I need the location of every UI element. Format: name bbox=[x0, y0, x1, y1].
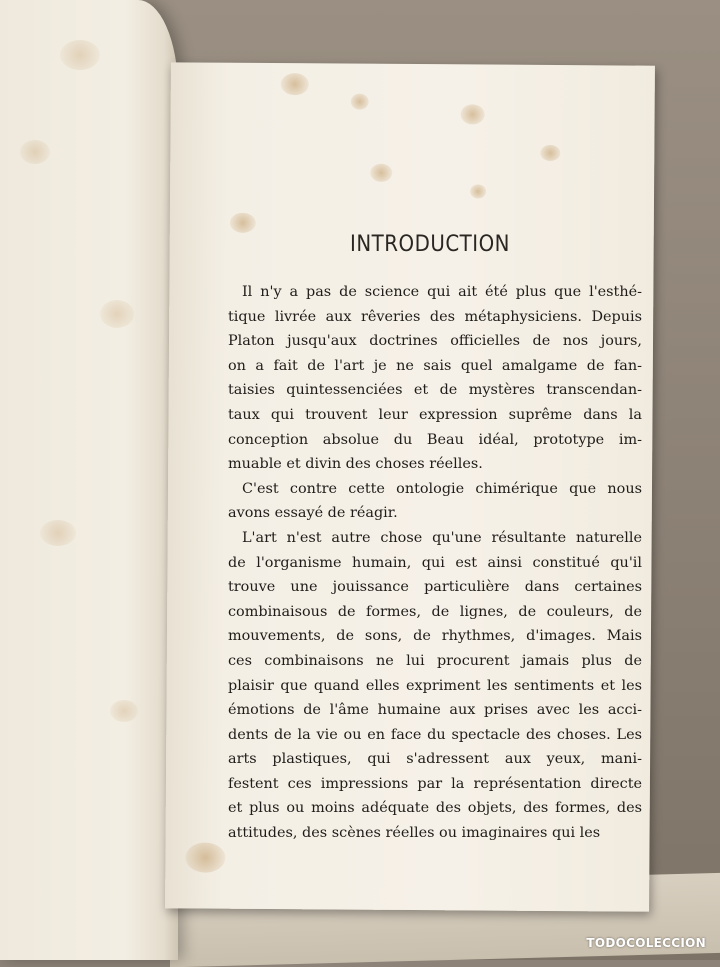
text-line: taux qui trouvent leur expression suprême dans la bbox=[228, 406, 642, 423]
text-line: conception absolue du Beau idéal, prototype im- bbox=[228, 431, 642, 448]
text-line: émotions de l'âme humaine aux prises avec les acci- bbox=[228, 702, 642, 719]
watermark: TODOCOLECCION bbox=[586, 936, 706, 950]
text-line: Il n'y a pas de science qui ait été plus que l'esthé- bbox=[242, 284, 642, 300]
text-line: arts plastiques, qui s'adressent aux yeux, mani- bbox=[228, 751, 642, 768]
text-line: trouve une jouissance particulière dans certaines bbox=[228, 579, 642, 596]
text-line: muable et divin des choses réelles. bbox=[228, 456, 483, 473]
text-line: avons essayé de réagir. bbox=[228, 505, 398, 522]
text-line: mouvements, de sons, de rhythmes, d'images. Mais bbox=[228, 628, 642, 645]
body-text bbox=[228, 280, 642, 846]
text-line: festent ces impressions par la représentation directe bbox=[228, 775, 642, 792]
text-line: ces combinaisons ne lui procurent jamais plus de bbox=[228, 652, 642, 669]
chapter-heading: INTRODUCTION bbox=[350, 232, 510, 257]
text-line: Platon jusqu'aux doctrines officielles de nos jours, bbox=[228, 333, 642, 350]
text-line: et plus ou moins adéquate des objets, des formes, des bbox=[228, 800, 642, 817]
text-line: de l'organisme humain, qui est ainsi constitué qu'il bbox=[228, 554, 642, 571]
text-line: plaisir que quand elles expriment les sentiments et les bbox=[228, 677, 642, 694]
text-line: tique livrée aux rêveries des métaphysiciens. Depuis bbox=[228, 308, 642, 325]
text-line: taisies quintessenciées et de mystères transcendan- bbox=[228, 382, 642, 399]
text-line: on a fait de l'art je ne sais quel amalgame de fan- bbox=[228, 357, 642, 374]
text-line: attitudes, des scènes réelles ou imaginaires qui les bbox=[228, 825, 601, 842]
text-line: combinaisous de formes, de lignes, de couleurs, de bbox=[228, 603, 642, 620]
text-line: dents de la vie ou en face du spectacle des choses. Les bbox=[228, 726, 642, 743]
left-page bbox=[0, 0, 178, 960]
text-line: C'est contre cette ontologie chimérique que nous bbox=[242, 480, 642, 497]
text-line: L'art n'est autre chose qu'une résultante naturelle bbox=[242, 529, 642, 546]
